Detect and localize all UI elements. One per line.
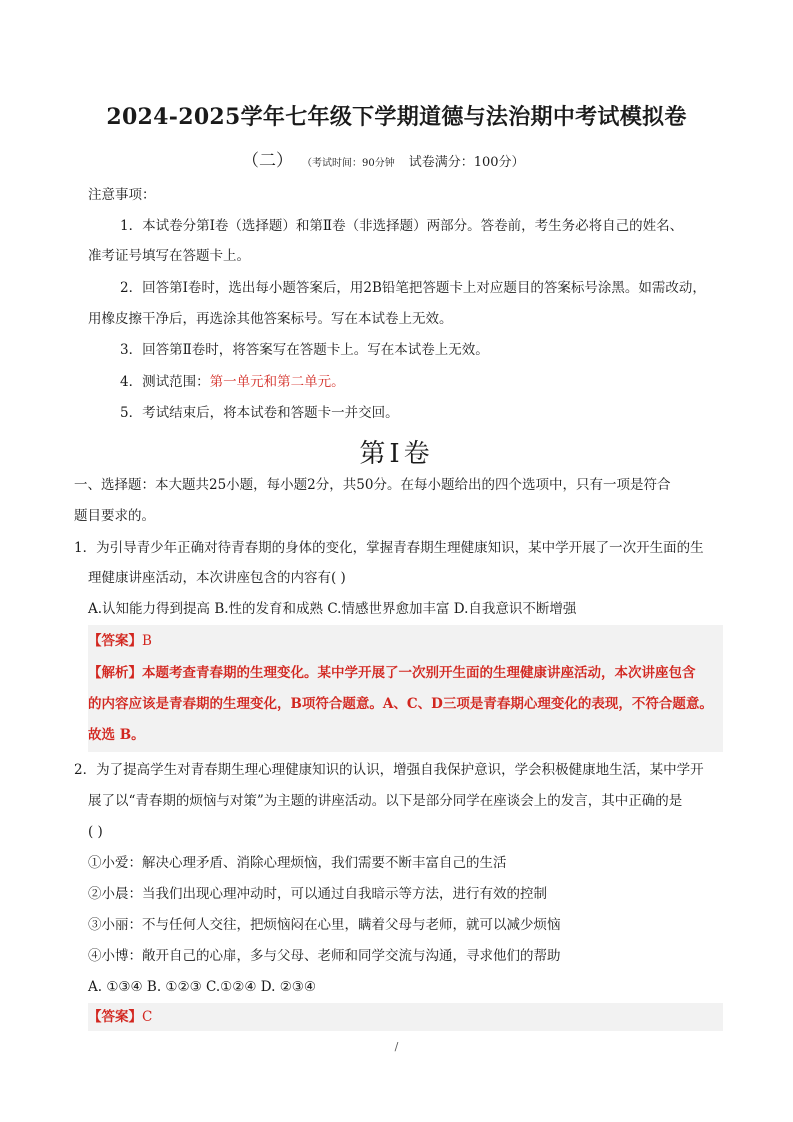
q1-answer-value: B [142, 633, 152, 649]
volume-title: 第Ⅰ卷 [359, 439, 434, 469]
q2-stem-line-2: 展了以“青春期的烦恼与对策”为主题的讲座活动。以下是部分同学在座谈会上的发言，其中正确的是 [88, 793, 683, 809]
notice-heading: 注意事项： [88, 187, 156, 203]
notice-item-4-prefix: 4．测试范围： [120, 374, 210, 390]
q2-statement-2: ②小晨：当我们出现心理冲动时，可以通过自我暗示等方法，进行有效的控制 [88, 886, 547, 902]
notice-item-2-line-2: 用橡皮擦干净后，再选涂其他答案标号。写在本试卷上无效。 [88, 311, 453, 327]
q1-stem-line-1: 1．为引导青少年正确对待青春期的身体的变化，掌握青春期生理健康知识，某中学开展了一次开生面的生 [74, 540, 704, 556]
subtitle-main: （二） [242, 151, 293, 171]
section-instruction-line-1: 一、选择题：本大题共25小题，每小题2分，共50分。在每小题给出的四个选项中，只有一项是符合 [74, 477, 671, 493]
q2-stem-line-3: ( ) [88, 824, 103, 840]
q1-analysis-line-2: 的内容应该是青春期的生理变化，B项符合题意。A、C、D三项是青春期心理变化的表现，不符合题意。 [88, 696, 713, 712]
q2-statement-3: ③小丽：不与任何人交往，把烦恼闷在心里，瞒着父母与老师，就可以减少烦恼 [88, 917, 561, 933]
q2-answer-value: C [142, 1009, 153, 1025]
q1-analysis-line-1 [88, 663, 696, 683]
document-subtitle [242, 146, 525, 171]
page-footer: / [394, 1040, 399, 1053]
q2-answer-panel [88, 1003, 723, 1031]
q2-answer [88, 1007, 152, 1027]
notice-item-1-line-2: 准考证号填写在答题卡上。 [88, 248, 250, 264]
q2-answer-label: 【答案】 [88, 1009, 142, 1025]
q1-analysis-label: 【解析】 [88, 665, 142, 681]
notice-item-3: 3．回答第Ⅱ卷时，将答案写在答题卡上。写在本试卷上无效。 [120, 342, 489, 358]
q2-statement-1: ①小爱：解决心理矛盾、消除心理烦恼，我们需要不断丰富自己的生活 [88, 855, 507, 871]
notice-item-2-line-1: 2．回答第Ⅰ卷时，选出每小题答案后，用2B铅笔把答题卡上对应题目的答案标号涂黑。如需改动， [120, 280, 706, 296]
exam-score: 试卷满分：100分） [408, 155, 525, 170]
q1-answer-label: 【答案】 [88, 633, 142, 649]
q1-options: A.认知能力得到提高 B.性的发育和成熟 C.情感世界愈加丰富 D.自我意识不断增强 [88, 601, 577, 617]
document-title: 2024-2025学年七年级下学期道德与法治期中考试模拟卷 [106, 104, 687, 130]
section-instruction-line-2: 题目要求的。 [74, 508, 155, 524]
q2-stem-line-1: 2．为了提高学生对青春期生理心理健康知识的认识，增强自我保护意识，学会积极健康地生活，某中学开 [74, 762, 704, 778]
q1-analysis-text-1: 本题考查青春期的生理变化。某中学开展了一次别开生面的生理健康讲座活动，本次讲座包含 [142, 665, 696, 681]
test-range: 第一单元和第二单元。 [209, 374, 345, 390]
exam-time: （考试时间：90分钟 [307, 158, 395, 169]
notice-item-4 [120, 372, 345, 392]
q2-statement-4: ④小博：敞开自己的心扉，多与父母、老师和同学交流与沟通，寻求他们的帮助 [88, 948, 561, 964]
q2-options: A. ①③④ B. ①②③ C.①②④ D. ②③④ [88, 979, 317, 995]
q1-stem-line-2: 理健康讲座活动，本次讲座包含的内容有( ) [88, 570, 346, 586]
notice-item-5: 5．考试结束后，将本试卷和答题卡一并交回。 [120, 405, 399, 421]
notice-item-1-line-1: 1．本试卷分第Ⅰ卷（选择题）和第Ⅱ卷（非选择题）两部分。答卷前，考生务必将自己的姓名、 [120, 218, 684, 234]
q1-answer-panel [88, 625, 723, 752]
q1-answer [88, 631, 152, 651]
q1-analysis-line-3: 故选 B。 [88, 727, 145, 743]
